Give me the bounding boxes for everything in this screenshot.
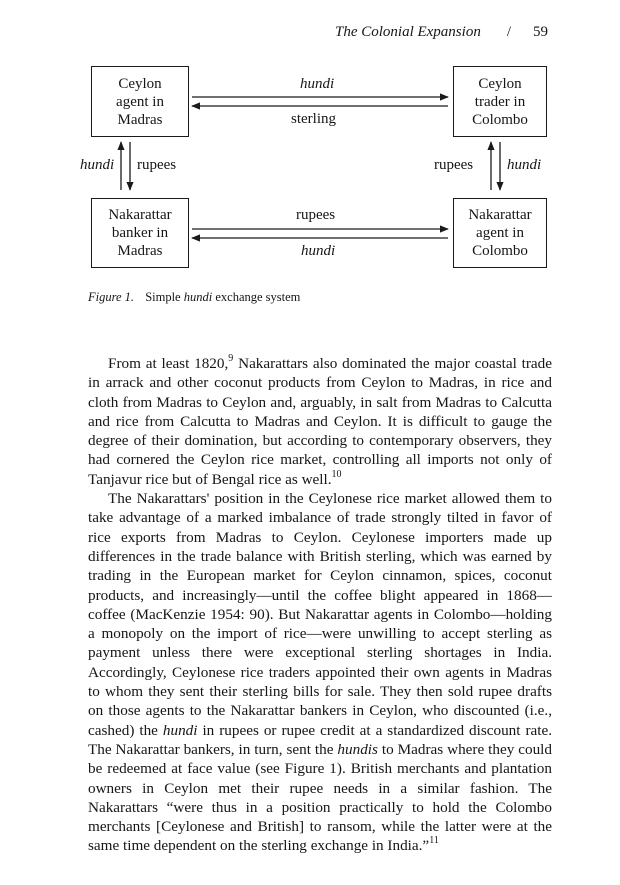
- label-bottom-rupees: rupees: [296, 207, 336, 223]
- label-top-sterling: sterling: [291, 111, 336, 127]
- footnote-ref: 9: [228, 352, 234, 364]
- caption-text: exchange system: [215, 290, 301, 304]
- running-head-separator: /: [506, 24, 511, 40]
- label-bottom-hundi: hundi: [301, 243, 336, 259]
- box-line: Madras: [117, 243, 163, 259]
- italic-term: hundi: [162, 721, 198, 739]
- text-run: to Madras where they could be redeemed at face value (see Figure 1). British merchants and plantation owners in Ceylon met their rupee needs in a similar fashion. The Nakarattars “were thus in a position practically to hold the Colombo merchants [Ceylonese and British] to ransom, while the latter were at the same time dependent on the sterling exchange in India.”: [88, 740, 552, 855]
- label-left-hundi: hundi: [80, 157, 115, 173]
- box-line: Ceylon: [118, 75, 162, 92]
- text-run: in rupees or rupee credit at a standardized discount rate. The Nakarattar bankers, in turn, sent the: [88, 721, 553, 758]
- paragraph-2: [88, 489, 552, 856]
- box-ceylon-agent-madras: [91, 66, 189, 137]
- caption-text: Simple: [145, 290, 181, 304]
- box-nakarattar-banker-madras: [91, 198, 189, 268]
- box-ceylon-trader-colombo: [453, 66, 547, 137]
- label-right-rupees: rupees: [434, 157, 474, 173]
- label-right-hundi: hundi: [507, 157, 542, 173]
- text-run: From at least 1820,: [108, 355, 229, 372]
- box-line: trader in: [474, 93, 526, 110]
- box-line: Colombo: [472, 243, 528, 259]
- figure-caption: [88, 290, 300, 305]
- box-line: Madras: [117, 111, 163, 128]
- italic-term: hundis: [337, 740, 378, 758]
- footnote-ref: 11: [429, 835, 439, 847]
- box-nakarattar-agent-colombo: [453, 198, 547, 268]
- box-line: Ceylon: [478, 75, 522, 92]
- label-left-rupees: rupees: [137, 157, 177, 173]
- box-line: agent in: [476, 225, 524, 241]
- body-text: [88, 354, 552, 856]
- text-run: The Nakarattars' position in the Ceylonese rice market allowed them to take advantage of a marked imbalance of trade strongly tilted in favor of rice exports from Madras to Ceylon. Ceylonese importers made up differences in the trade balance with British sterling, which was earned by trading in the European market for Ceylon cinnamon, spices, coconut products, and increasingly—until the coffee blight appeared in 1868—coffee (MacKenzie 1954: 90). But Nakarattar agents in Colombo—holding a monopoly on the import of rice—were unwilling to accept sterling as payment unless there were exceptional sterling shortages in India. Accordingly, Ceylonese rice traders appointed their own agents in Madras to whom they sent their sterling bills for sale. They then sold rupee drafts on those agents to the Nakarattar bankers in Ceylon, who discounted (i.e., cashed) the: [88, 490, 552, 739]
- footnote-ref: 10: [331, 468, 342, 480]
- caption-italic: hundi: [183, 290, 213, 304]
- box-line: agent in: [116, 93, 164, 110]
- label-top-hundi: hundi: [300, 76, 335, 92]
- running-head-title: The Colonial Expansion: [334, 24, 481, 40]
- box-line: banker in: [111, 225, 169, 241]
- figure-number: Figure 1.: [88, 290, 135, 304]
- box-line: Nakarattar: [108, 207, 172, 223]
- page-number: 59: [533, 24, 548, 40]
- box-line: Nakarattar: [468, 207, 532, 223]
- box-line: Colombo: [472, 111, 528, 128]
- text-run: Nakarattars also dominated the major coastal trade in arrack and other coconut products from Ceylon to Madras, in rice and cloth from Madras to Ceylon and, arguably, in salt from Madras to Calcutta and rice from Calcutta to Madras and Ceylon. It is difficult to gauge the degree of their domination, but according to contemporary observers, they had cornered the Ceylon rice market, controlling all imports not only of Tanjavur rice but of Bengal rice as well.: [88, 355, 553, 488]
- paragraph-1: [88, 354, 552, 489]
